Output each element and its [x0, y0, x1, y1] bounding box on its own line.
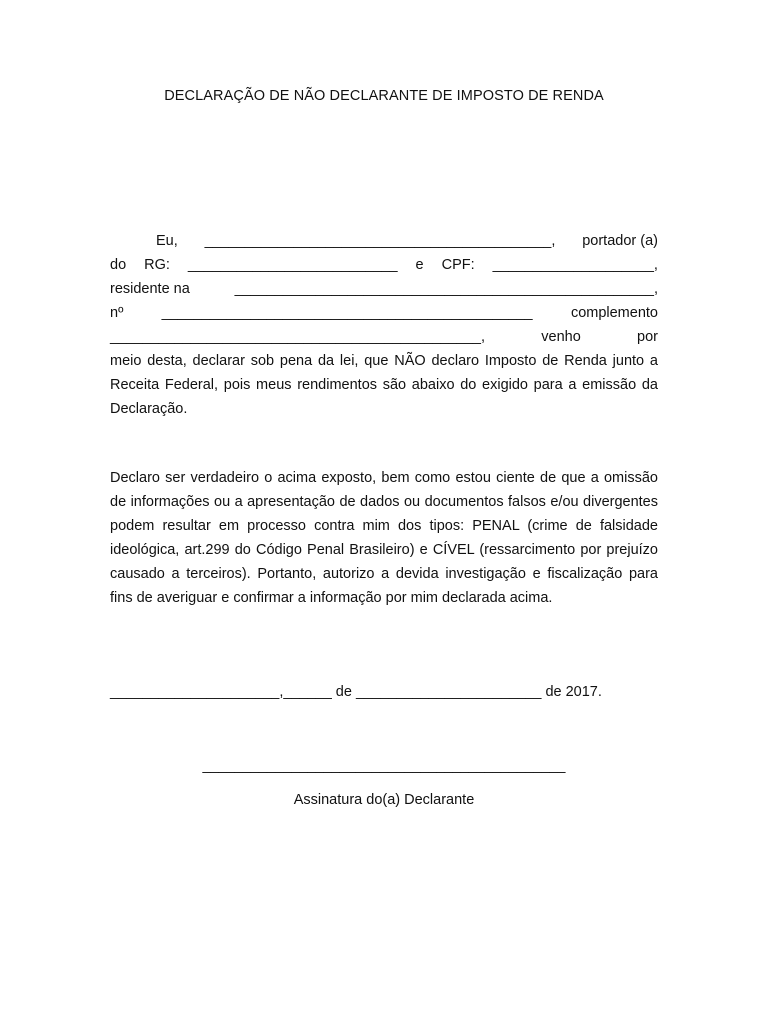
text-numero: nº [110, 305, 124, 321]
declaration-line-1 [110, 229, 658, 253]
text-por: por [637, 329, 658, 345]
text-complemento: complemento [570, 305, 658, 321]
declaration-paragraph [110, 229, 658, 421]
declaration-line-4 [110, 301, 658, 325]
signature-line: _____________________________________________ [202, 758, 566, 774]
address-blank: ____________________________________________________, [234, 281, 658, 297]
cpf-blank: ____________________, [492, 257, 658, 273]
declaration-line-5 [110, 325, 658, 349]
date-line: _____________________,______ de _______________________ de 2017. [110, 684, 602, 700]
text-venho: venho [541, 329, 581, 345]
liability-paragraph: Declaro ser verdadeiro o acima exposto, bem como estou ciente de que a omissão de informações ou a apresentação de dados ou documentos falsos e/ou divergentes podem resultar em processo contra mim dos tipos: PENAL (crime de falsidade ideológica, art.299 do Código Penal Brasileiro) e CÍVEL (ressarcimento por prejuízo causado a terceiros). Portanto, autorizo a devida investigação e fiscalização para fins de averiguar e confirmar a informação por mim declarada acima. [110, 470, 658, 606]
text-do: do [110, 257, 127, 273]
complement-blank: ______________________________________________, [110, 329, 485, 345]
text-eu: Eu, [156, 233, 178, 249]
text-rg: RG: [144, 257, 170, 273]
declaration-body-text: meio desta, declarar sob pena da lei, que NÃO declaro Imposto de Renda junto a Receita Federal, pois meus rendimentos são abaixo do exigido para a emissão da Declaração. [110, 353, 658, 417]
text-cpf: CPF: [441, 257, 475, 273]
number-blank: ______________________________________________ [161, 305, 533, 321]
rg-blank: __________________________ [187, 257, 398, 273]
declaration-line-3 [110, 277, 658, 301]
name-blank: ___________________________________________, [204, 233, 556, 249]
text-portador: portador (a) [582, 233, 658, 249]
declaration-line-2 [110, 253, 658, 277]
signature-label: Assinatura do(a) Declarante [293, 792, 475, 808]
document-title: DECLARAÇÃO DE NÃO DECLARANTE DE IMPOSTO DE RENDA [164, 88, 604, 104]
text-e: e [415, 257, 424, 273]
text-residente: residente na [110, 281, 190, 297]
